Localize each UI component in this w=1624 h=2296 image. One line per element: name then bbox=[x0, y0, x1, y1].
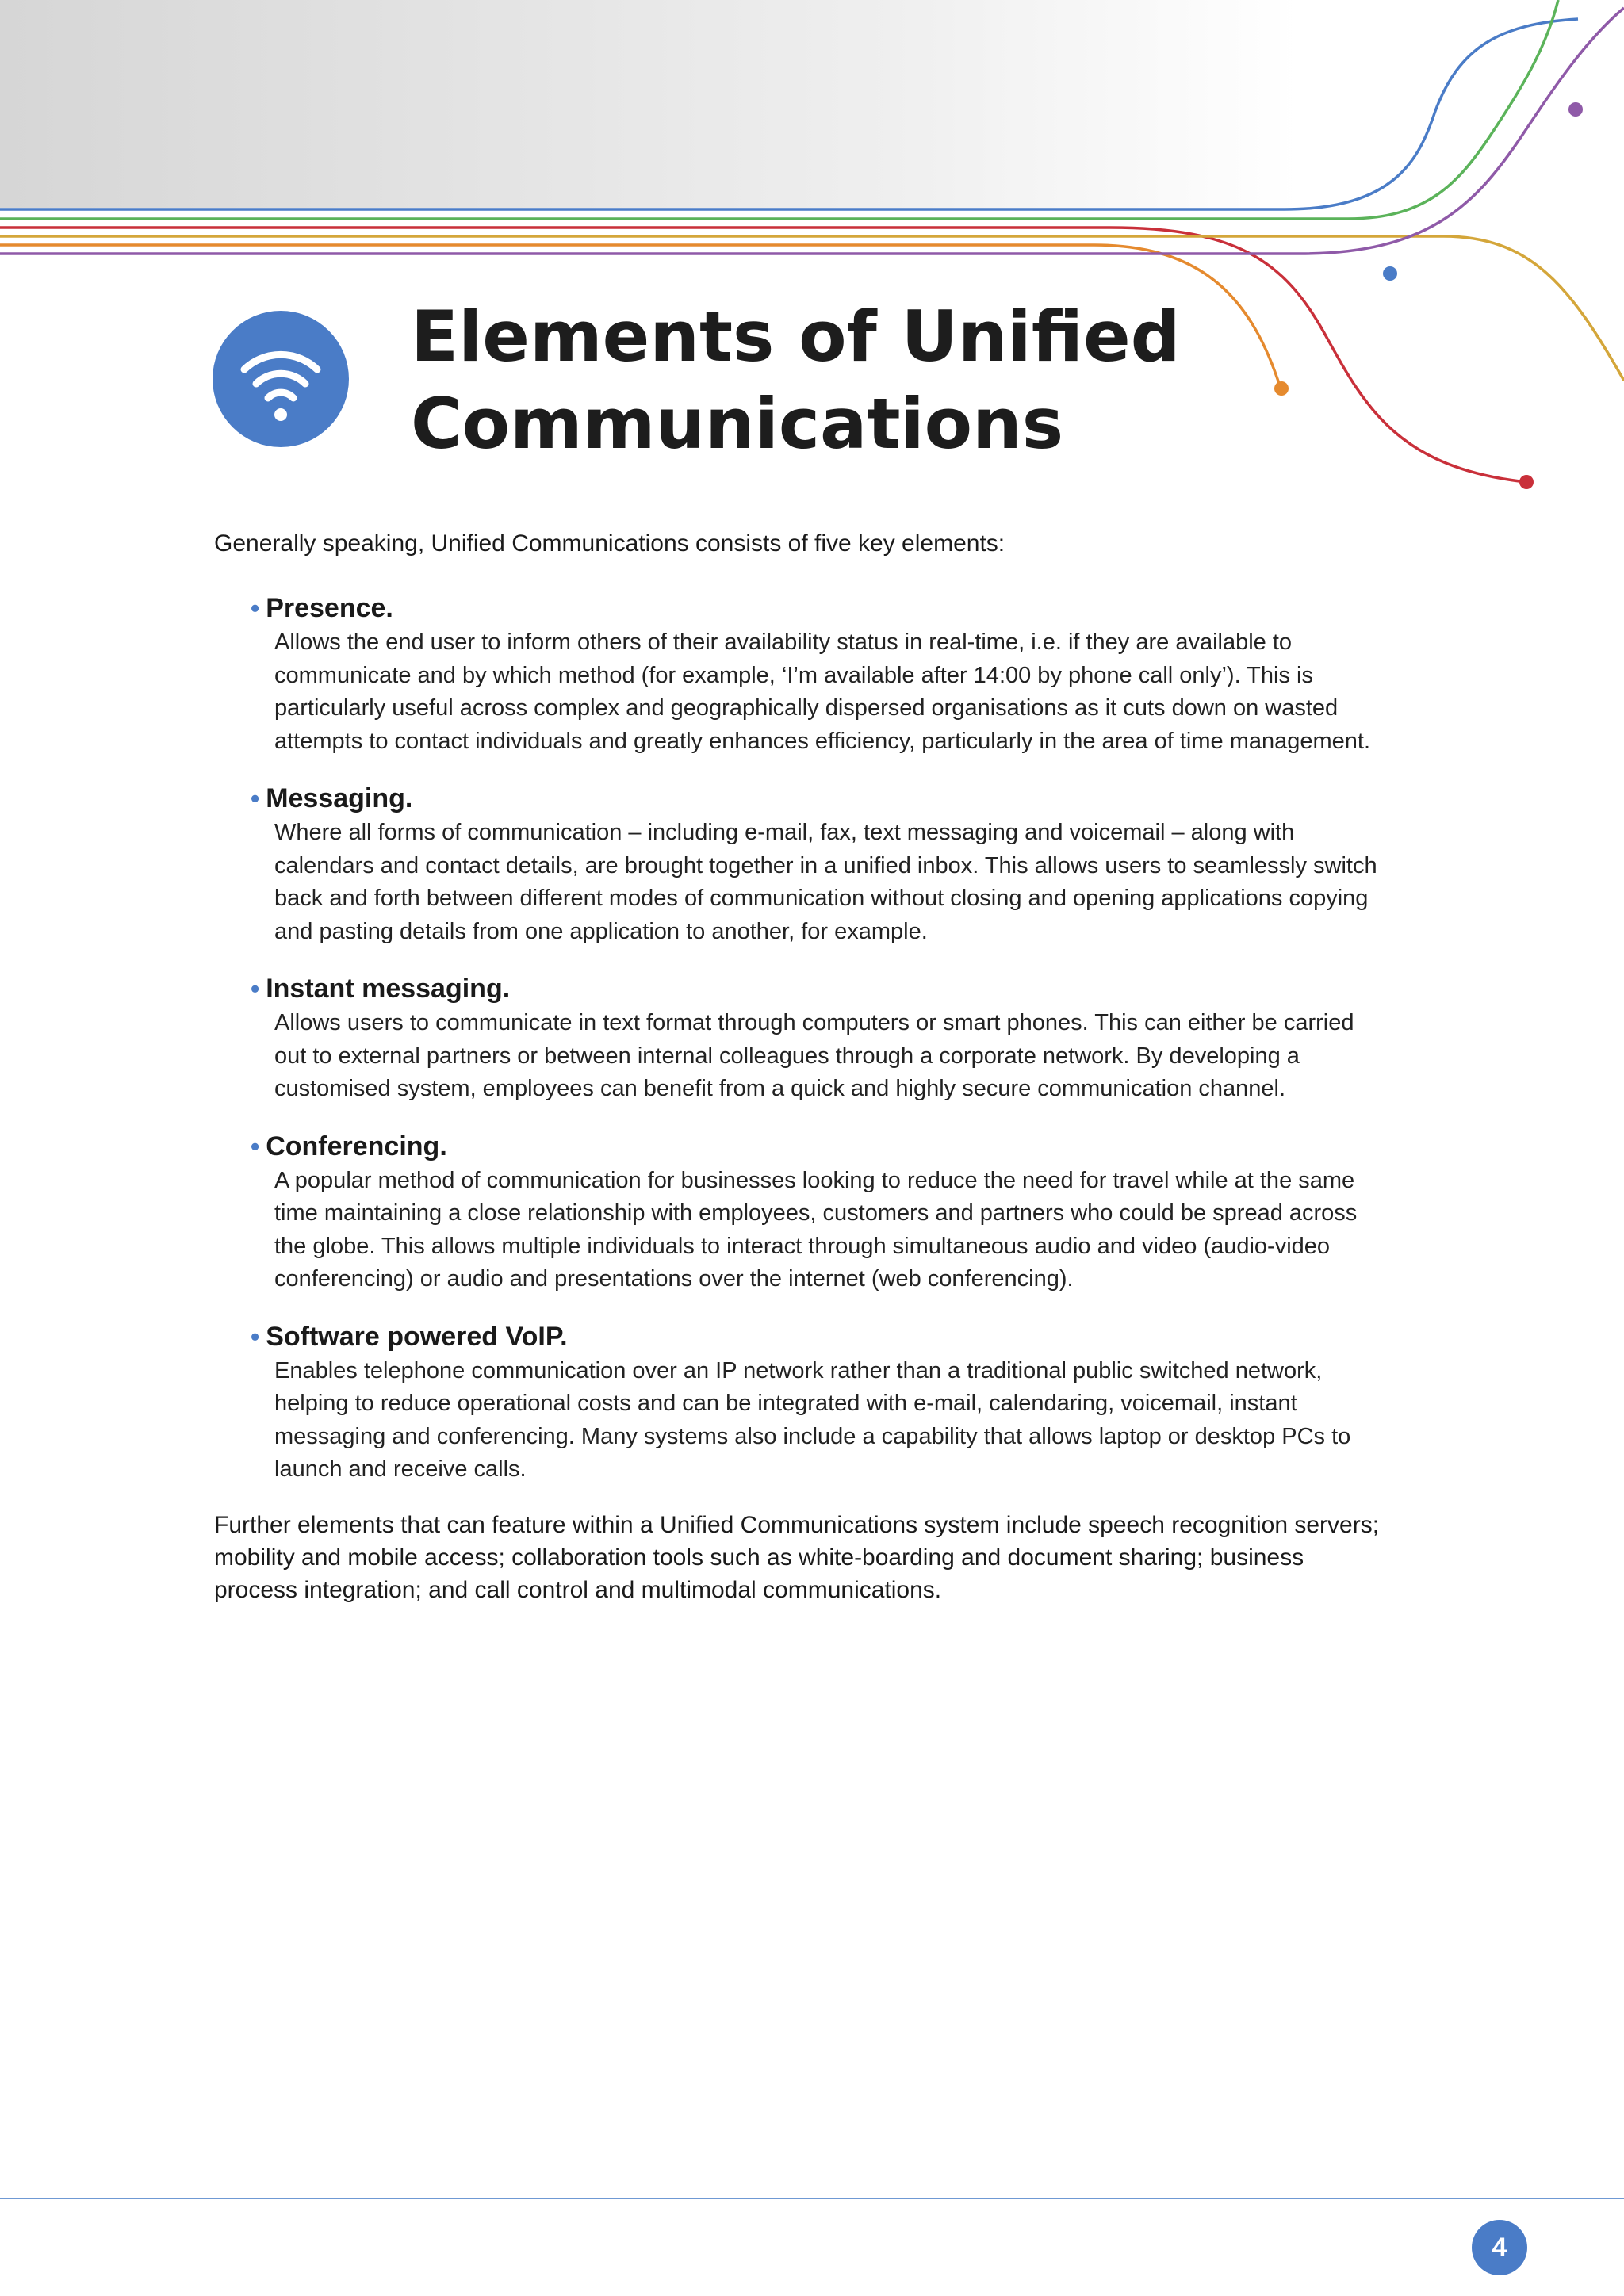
element-conferencing bbox=[251, 1128, 1388, 1296]
purple-dot bbox=[1568, 102, 1583, 117]
element-body: Allows users to communicate in text format through computers or smart phones. This can either be carried out to external partners or between internal colleagues through a corporate network. By developing a customised system, employees can benefit from a quick and highly secure communication channel. bbox=[274, 1010, 1354, 1101]
element-body: A popular method of communication for businesses looking to reduce the need for travel while at the same time maintaining a close relationship with employees, customers and partners who could be spread across the globe. This allows multiple individuals to interact through simultaneous audio and video (audio-video conferencing) or audio and presentations over the internet (web conferencing). bbox=[274, 1167, 1358, 1292]
element-presence bbox=[251, 590, 1388, 758]
bullet-icon: • bbox=[251, 594, 260, 622]
element-heading bbox=[251, 590, 1388, 626]
element-heading bbox=[251, 1128, 1388, 1165]
element-instant-messaging bbox=[251, 970, 1388, 1106]
bullet-icon: • bbox=[251, 974, 260, 1003]
wifi-icon bbox=[213, 311, 349, 447]
bullet-icon: • bbox=[251, 1322, 260, 1351]
footer-divider bbox=[0, 2198, 1624, 2199]
element-voip bbox=[251, 1318, 1388, 1487]
element-heading bbox=[251, 1318, 1388, 1355]
page-title: Elements of Unified Communications bbox=[411, 296, 1181, 465]
element-body: Where all forms of communication – including e-mail, fax, text messaging and voicemail – along with calendars and contact details, are brought together in a unified inbox. This allows users to seamlessly switch back and forth between different modes of communication without closing and opening applications copying and pasting details from one application to another, for example. bbox=[274, 820, 1377, 944]
element-body: Allows the end user to inform others of their availability status in real-time, i.e. if they are available to communicate and by which method (for example, ‘I’m available after 14:00 by phone call only’). This is particularly useful across complex and geographically dispersed organisations as it cuts down on wasted attempts to contact individuals and greatly enhances efficiency, particularly in the area of time management. bbox=[274, 629, 1371, 754]
main-content bbox=[214, 527, 1388, 1606]
element-heading-text: Presence. bbox=[266, 593, 393, 623]
element-heading-text: Software powered VoIP. bbox=[266, 1321, 568, 1352]
element-heading bbox=[251, 780, 1388, 817]
header-decoration bbox=[0, 0, 1624, 270]
red-dot bbox=[1519, 475, 1534, 489]
outro-paragraph: Further elements that can feature within a Unified Communications system include speech recognition servers; mobility and mobile access; collaboration tools such as white-boarding and document sharing; business process integration; and call control and multimodal communications. bbox=[214, 1511, 1380, 1603]
element-heading-text: Instant messaging. bbox=[266, 974, 511, 1004]
element-heading bbox=[251, 970, 1388, 1007]
intro-paragraph: Generally speaking, Unified Communications consists of five key elements: bbox=[214, 530, 1005, 557]
element-heading-text: Conferencing. bbox=[266, 1131, 447, 1161]
element-heading-text: Messaging. bbox=[266, 783, 413, 813]
page-number-badge: 4 bbox=[1472, 2220, 1527, 2275]
bullet-icon: • bbox=[251, 1131, 260, 1161]
element-body: Enables telephone communication over an IP network rather than a traditional public switched network, helping to reduce operational costs and can be integrated with e-mail, calendaring, voicemail, instant messaging and conferencing. Many systems also include a capability that allows laptop or desktop PCs to launch and receive calls. bbox=[274, 1357, 1351, 1482]
header-gradient-band bbox=[0, 0, 1624, 208]
bullet-icon: • bbox=[251, 784, 260, 813]
blue-dot bbox=[1383, 266, 1397, 281]
element-messaging bbox=[251, 780, 1388, 948]
